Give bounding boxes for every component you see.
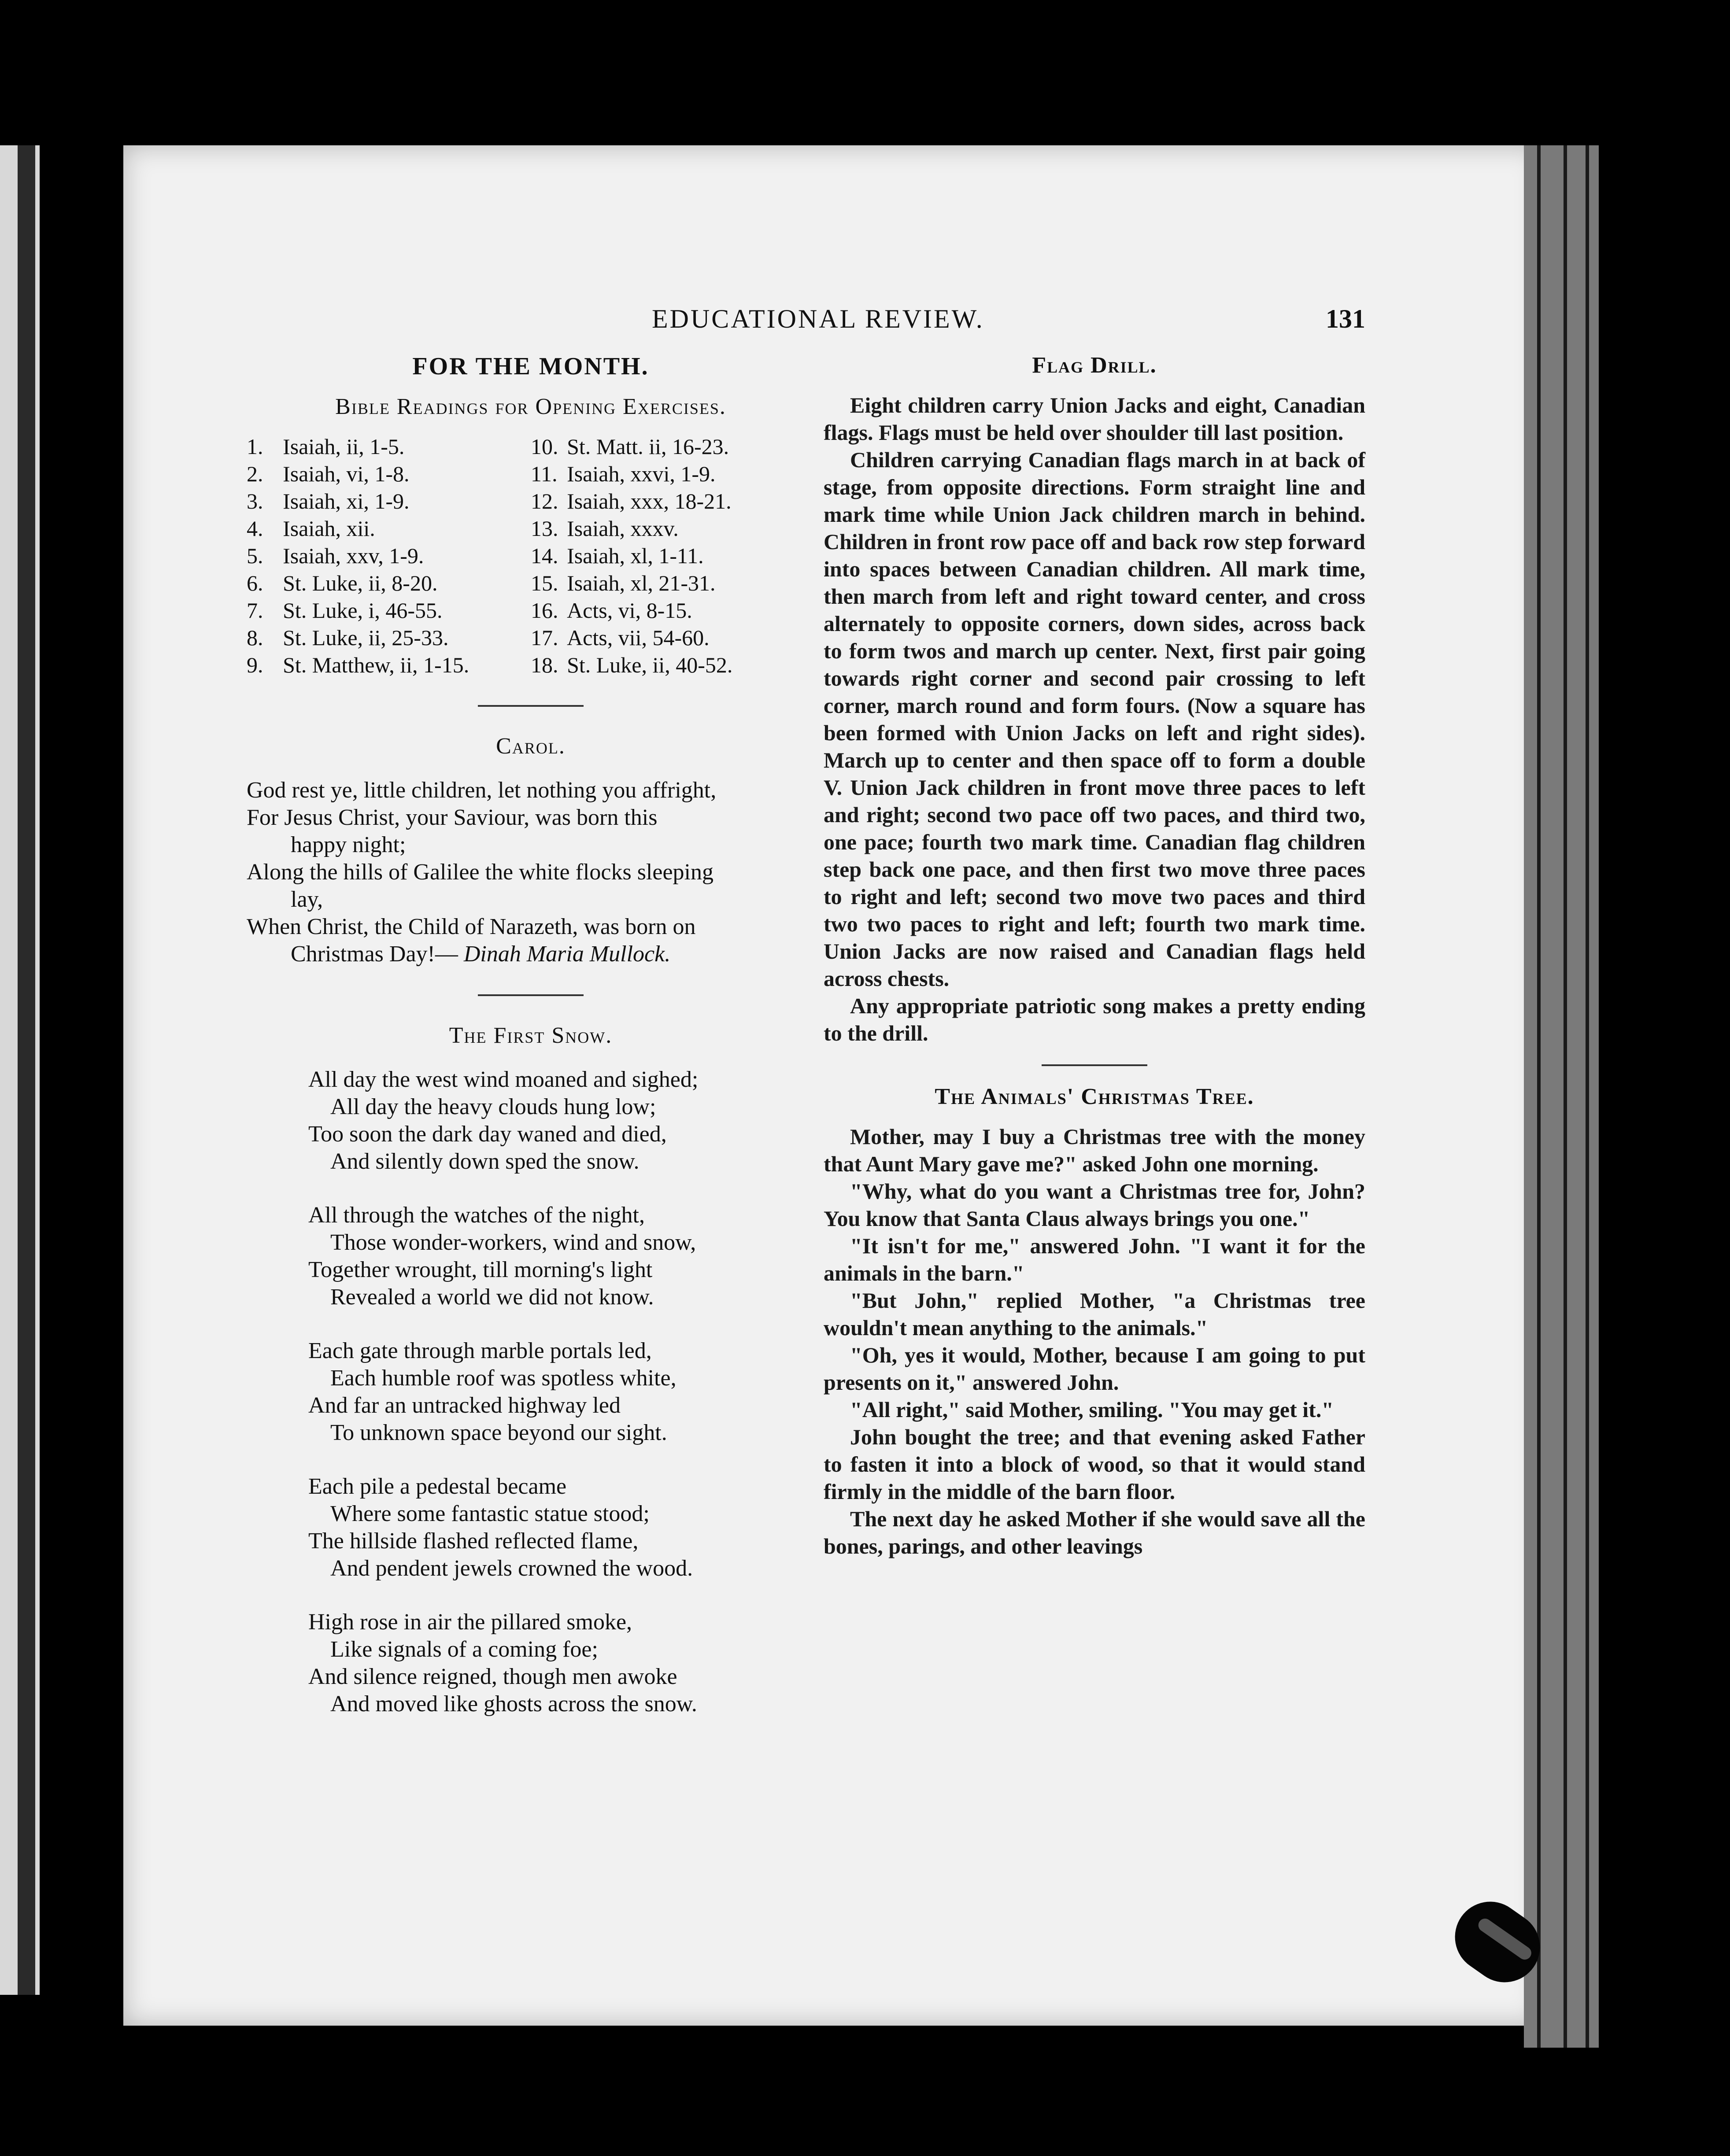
reading-reference: St. Luke, i, 46-55. <box>283 598 443 623</box>
carol-last-line <box>247 941 815 968</box>
reading-row <box>247 569 815 597</box>
flag-drill-title: Flag Drill. <box>1032 353 1157 378</box>
story-title: The Animals' Christmas Tree. <box>935 1084 1254 1109</box>
reading-reference: St. Luke, ii, 40-52. <box>567 653 733 677</box>
poem-line: Each humble roof was spotless white, <box>330 1366 676 1391</box>
section-divider <box>478 705 584 707</box>
paragraph: "Oh, yes it would, Mother, because I am going to put presents on it," answered John. <box>824 1343 1365 1395</box>
reading-reference: Isaiah, xl, 1-11. <box>567 543 704 568</box>
poem-title: The First Snow. <box>449 1023 613 1048</box>
poem-line: The hillside flashed reflected flame, <box>308 1528 639 1554</box>
poem-line: And silence reigned, though men awoke <box>308 1664 677 1689</box>
reading-row <box>247 542 815 569</box>
poem-line: All through the watches of the night, <box>308 1203 645 1228</box>
reading-row <box>247 651 815 679</box>
reading-reference: Isaiah, xi, 1-9. <box>283 489 410 513</box>
poem-line: To unknown space beyond our sight. <box>330 1420 667 1445</box>
reading-number: 3. <box>247 489 263 513</box>
reading-number: 8. <box>247 625 263 650</box>
reading-reference: Isaiah, xxvi, 1-9. <box>567 461 716 486</box>
poem-line: And silently down sped the snow. <box>330 1149 640 1174</box>
reading-reference: Isaiah, vi, 1-8. <box>283 461 410 486</box>
reading-reference: St. Luke, ii, 8-20. <box>283 571 438 595</box>
paragraph: "But John," replied Mother, "a Christmas tree wouldn't mean anything to the animals." <box>824 1288 1365 1340</box>
book-binding <box>1524 145 1599 2048</box>
carol-line: For Jesus Christ, your Saviour, was born this <box>247 805 658 830</box>
poem-line: And pendent jewels crowned the wood. <box>330 1556 693 1581</box>
reading-row <box>247 487 815 515</box>
carol-verse <box>247 777 815 968</box>
reading-reference: Isaiah, xxx, 18-21. <box>567 489 732 513</box>
poem-stanza <box>308 1337 815 1447</box>
carol-line: Christmas Day!— <box>291 941 458 967</box>
reading-reference: St. Luke, ii, 25-33. <box>283 625 449 650</box>
reading-number: 2. <box>247 461 263 486</box>
paragraph: "Why, what do you want a Christmas tree for, John? You know that Santa Claus always brings you one." <box>824 1179 1365 1231</box>
reading-row <box>247 597 815 624</box>
reading-reference: Isaiah, xii. <box>283 516 375 541</box>
paragraph: John bought the tree; and that evening asked Father to fasten it into a block of wood, so that it would stand firmly in the middle of the barn floor. <box>824 1425 1365 1504</box>
reading-reference: Isaiah, ii, 1-5. <box>283 434 405 459</box>
poem-line: Revealed a world we did not know. <box>330 1285 654 1310</box>
readings-title: Bible Readings for Opening Exercises. <box>335 394 726 419</box>
paragraph: The next day he asked Mother if she would save all the bones, parings, and other leavings <box>824 1506 1365 1558</box>
section-divider <box>478 994 584 996</box>
reading-number: 12. <box>530 489 558 513</box>
reading-number: 6. <box>247 571 263 595</box>
reading-number: 10. <box>530 434 558 459</box>
reading-reference: St. Matthew, ii, 1-15. <box>283 653 469 677</box>
reading-number: 5. <box>247 543 263 568</box>
paragraph: Mother, may I buy a Christmas tree with the money that Aunt Mary gave me?" asked John one morning. <box>824 1124 1365 1176</box>
left-column <box>247 352 815 1744</box>
carol-line: God rest ye, little children, let nothing you affright, <box>247 778 717 803</box>
reading-reference: Acts, vii, 54-60. <box>567 625 710 650</box>
reading-number: 4. <box>247 516 263 541</box>
story-body <box>824 1123 1365 1560</box>
poem-stanza <box>308 1473 815 1582</box>
reading-reference: Acts, vi, 8-15. <box>567 598 692 623</box>
poem-line: High rose in air the pillared smoke, <box>308 1610 632 1635</box>
reading-number: 15. <box>530 571 558 595</box>
section-divider <box>1042 1064 1147 1066</box>
reading-reference: St. Matt. ii, 16-23. <box>567 434 729 459</box>
reading-row <box>247 460 815 487</box>
poem-line: Too soon the dark day waned and died, <box>308 1122 667 1147</box>
paragraph: "It isn't for me," answered John. "I want it for the animals in the barn." <box>824 1233 1365 1285</box>
paragraph: Any appropriate patriotic song makes a pretty ending to the drill. <box>824 993 1365 1045</box>
poem-body <box>247 1066 815 1718</box>
reading-reference: Isaiah, xxxv. <box>567 516 679 541</box>
poem-line: All day the west wind moaned and sighed; <box>308 1067 699 1092</box>
reading-row <box>247 433 815 460</box>
reading-reference: Isaiah, xxv, 1-9. <box>283 543 424 568</box>
carol-line: Along the hills of Galilee the white flocks sleeping <box>247 860 713 885</box>
carol-line: lay, <box>291 887 323 912</box>
section-title: FOR THE MONTH. <box>412 353 649 380</box>
poem-line: Each gate through marble portals led, <box>308 1338 652 1363</box>
readings-table <box>247 433 815 679</box>
poem-line: Like signals of a coming foe; <box>330 1637 598 1662</box>
poem-stanza <box>308 1609 815 1718</box>
reading-number: 16. <box>530 598 558 623</box>
poem-line: Together wrought, till morning's light <box>308 1257 653 1282</box>
flag-drill-body <box>824 391 1365 1047</box>
reading-number: 18. <box>530 653 558 677</box>
reading-reference: Isaiah, xl, 21-31. <box>567 571 716 595</box>
header-title: EDUCATIONAL REVIEW. <box>652 304 984 333</box>
page-number: 131 <box>1326 304 1365 333</box>
poem-line: All day the heavy clouds hung low; <box>330 1094 656 1119</box>
reading-row <box>247 515 815 542</box>
poem-line: And moved like ghosts across the snow. <box>330 1691 697 1717</box>
right-column <box>824 352 1365 1560</box>
carol-author: Dinah Maria Mullock. <box>463 941 671 967</box>
reading-number: 9. <box>247 653 263 677</box>
reading-number: 7. <box>247 598 263 623</box>
scan-left-gutter <box>18 145 35 1995</box>
paragraph: Children carrying Canadian flags march in at back of stage, from opposite directions. Form straight line and mark time while Union Jack children march in behind. Children in front row pace off and back row step forward into spaces between Canadian children. All mark time, then march from left and right toward center, and cross alternately to opposite corners, down sides, across back to form twos and march up center. Next, first pair going towards right corner and second pair crossing to left corner, march round and form fours. (Now a square has been formed with Union Jacks on left and right sides). March up to center and then space off to form a double V. Union Jack children in front move three paces to left and right; second two pace off two paces, and third two, one pace; fourth two mark time. Canadian flag children step back one pace, and then first two move three paces to right and left; second two move two paces and third two two paces to right and left; fourth two mark time. Union Jacks are now raised and Canadian flags held across chests. <box>824 447 1365 991</box>
poem-line: And far an untracked highway led <box>308 1393 621 1418</box>
carol-line: happy night; <box>291 832 406 857</box>
reading-number: 17. <box>530 625 558 650</box>
reading-number: 14. <box>530 543 558 568</box>
running-header <box>440 304 1365 339</box>
carol-line: When Christ, the Child of Narazeth, was born on <box>247 914 696 939</box>
poem-line: Where some fantastic statue stood; <box>330 1501 650 1526</box>
poem-stanza <box>308 1202 815 1311</box>
reading-number: 13. <box>530 516 558 541</box>
reading-number: 1. <box>247 434 263 459</box>
paragraph: "All right," said Mother, smiling. "You may get it." <box>850 1397 1334 1422</box>
carol-title: Carol. <box>496 734 566 759</box>
paragraph: Eight children carry Union Jacks and eight, Canadian flags. Flags must be held over shoulder till last position. <box>824 393 1365 445</box>
poem-line: Those wonder-workers, wind and snow, <box>330 1230 696 1255</box>
reading-number: 11. <box>530 461 558 486</box>
reading-row <box>247 624 815 651</box>
poem-stanza <box>308 1066 815 1175</box>
poem-line: Each pile a pedestal became <box>308 1474 567 1499</box>
